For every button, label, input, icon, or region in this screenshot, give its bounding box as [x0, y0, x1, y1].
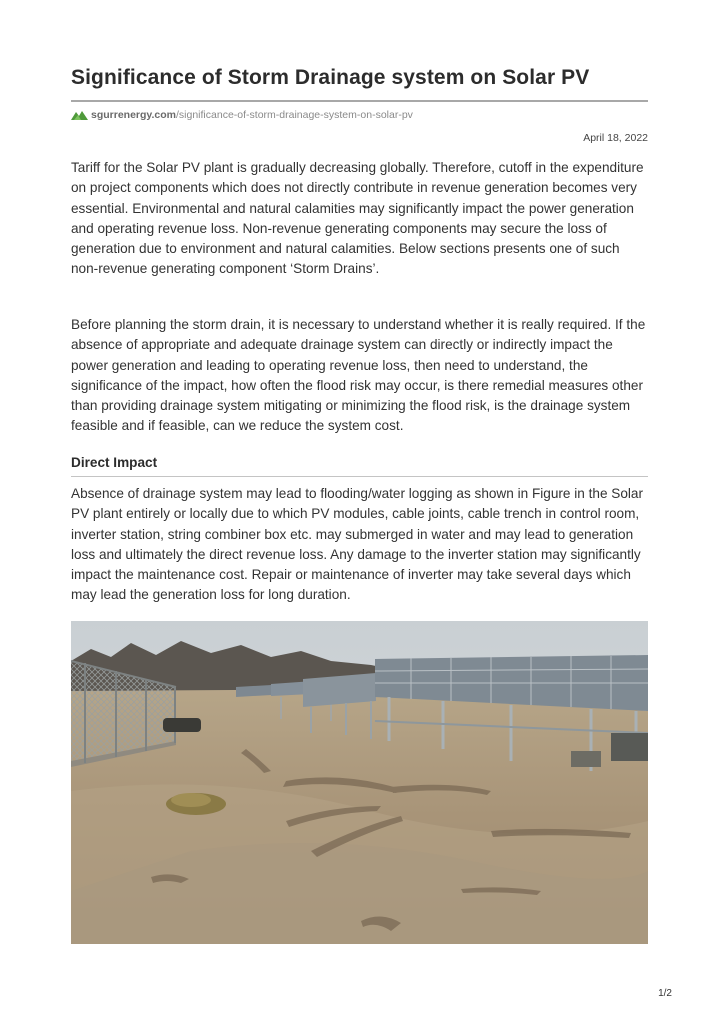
page-number: 1/2 [658, 988, 672, 999]
source-path[interactable]: /significance-of-storm-drainage-system-on-solar-pv [176, 109, 413, 121]
title-divider [71, 100, 648, 102]
publish-date: April 18, 2022 [583, 132, 648, 144]
section-heading: Direct Impact [71, 455, 158, 470]
mountain-logo-icon [71, 110, 88, 120]
section-divider [71, 476, 648, 477]
flooded-solar-plant-photo [71, 621, 648, 944]
paragraph-planning: Before planning the storm drain, it is necessary to understand whether it is really required. If the absence of appropriate and adequate drainage system can directly or indirectly impact the power generation and leading to operating revenue loss, then need to understand, the significance of the impact, how often the flood risk may occur, is there remedial measures other than providing drainage system mitigating or minimizing the flood risk, is the drainage system feasible and if feasible, can we reduce the system cost. [71, 317, 646, 434]
paragraph-direct-impact: Absence of drainage system may lead to flooding/water logging as shown in Figure in the Solar PV plant entirely or locally due to which PV modules, cable joints, cable trench in control room, inverter station, string combiner box etc. may submerged in water and may lead to generation loss and ultimately the direct revenue loss. Any damage to the inverter station may significantly impact the maintenance cost. Repair or maintenance of inverter may take several days which may lead the generation loss for long duration. [71, 486, 644, 603]
paragraph-intro: Tariff for the Solar PV plant is gradually decreasing globally. Therefore, cutoff in the expenditure on project components which does not directly contribute in revenue generation becomes very essential. Environmental and natural calamities may significantly impact the power generation and operating revenue loss. Non-revenue generating components may secure the loss of generation due to environment and natural calamities. Below sections presents one of such non-revenue generating component ‘Storm Drains’. [71, 160, 644, 277]
page-title: Significance of Storm Drainage system on Solar PV [71, 66, 590, 89]
source-url[interactable] [71, 109, 413, 121]
source-domain[interactable]: sgurrenergy.com [91, 109, 176, 121]
